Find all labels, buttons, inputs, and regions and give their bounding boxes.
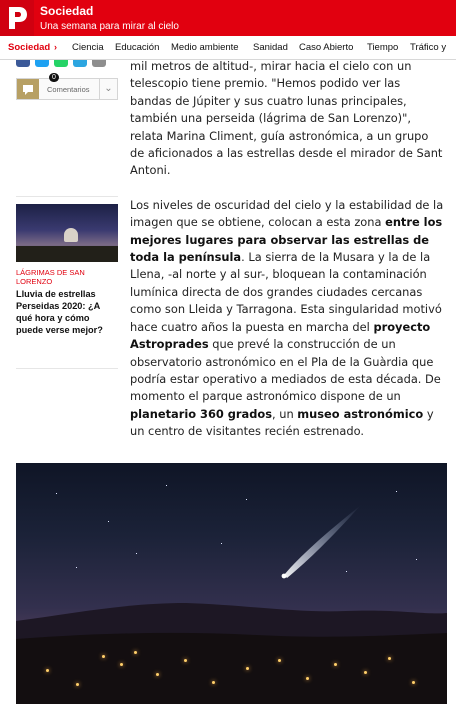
logo-p-shape xyxy=(7,7,27,29)
nav-item-sociedad[interactable]: Sociedad xyxy=(8,42,51,53)
chevron-right-icon[interactable]: › xyxy=(54,42,57,52)
chevron-down-icon[interactable]: ⌄ xyxy=(99,79,117,99)
paragraph-text: , un xyxy=(271,406,298,421)
related-article-image[interactable] xyxy=(16,204,118,262)
nav-item-medio-ambiente[interactable]: Medio ambiente xyxy=(171,42,239,53)
related-article-kicker[interactable]: LÁGRIMAS DE SAN LORENZO xyxy=(16,268,85,286)
nav-item-ciencia[interactable]: Ciencia xyxy=(72,42,104,53)
observatory-dome xyxy=(64,228,78,242)
link-astroprades[interactable]: proyecto Astroprades xyxy=(130,319,431,352)
section-nav xyxy=(0,36,456,60)
paragraph-text: que prevé la construcción de un observatorio astronómico en el Pla de la Guàrdia que podría estar operativo a mediados de esta década. De momento el parque astronómico dispone de un xyxy=(130,337,441,404)
email-icon[interactable] xyxy=(92,60,106,67)
paragraph-text: . La sierra de la Musara y la de la Llena, -al norte y al sur-, bloquean la contaminación lumínica directa de dos grandes ciudades cercanas como son Lleida y Tarragona. Esta singularidad motivó hace cuatro años la puesta en marcha del xyxy=(130,250,442,334)
star xyxy=(166,485,167,486)
star xyxy=(56,493,57,494)
star xyxy=(396,491,397,492)
logo-icon[interactable] xyxy=(0,0,34,36)
comments-label: Comentarios xyxy=(47,85,90,94)
nav-item-tiempo[interactable]: Tiempo xyxy=(367,42,399,53)
site-header xyxy=(0,0,456,36)
town-light xyxy=(120,663,123,666)
rail-divider xyxy=(16,368,118,369)
star xyxy=(221,543,222,544)
image-ground xyxy=(16,246,118,262)
whatsapp-icon[interactable] xyxy=(54,60,68,67)
comment-icon xyxy=(17,79,39,99)
telegram-icon[interactable] xyxy=(73,60,87,67)
town-light xyxy=(412,681,415,684)
town-light xyxy=(102,655,105,658)
nav-item-trafico[interactable]: Tráfico y xyxy=(410,42,447,53)
town-light xyxy=(156,673,159,676)
article-paragraph: mil metros de altitud-, mirar hacia el cielo con un telescopio tiene premio. "Hemos podido ver las bandas de Júpiter y sus cuatro lunas principales, también una perseida (lágrima de San Lorenzo)", relata Marina Climent, guía astronómica, a un grupo de aficionados a las estrellas desde el mirador de Sant Antoni. xyxy=(130,59,443,178)
star xyxy=(346,571,347,572)
star xyxy=(246,499,247,500)
town-light xyxy=(134,651,137,654)
comments-count: 0 xyxy=(49,73,59,82)
star xyxy=(108,521,109,522)
nav-item-educacion[interactable]: Educación xyxy=(115,42,160,53)
related-article-title[interactable]: Lluvia de estrellas Perseidas 2020: ¿A qué hora y cómo puede verse mejor? xyxy=(16,289,103,335)
nav-item-caso-abierto[interactable]: Caso Abierto xyxy=(299,42,354,53)
town-light xyxy=(76,683,79,686)
comment-icon-glyph xyxy=(17,79,39,99)
star xyxy=(416,559,417,560)
highlight-text: entre los mejores lugares para observar las estrellas de toda la península xyxy=(130,215,443,265)
star xyxy=(136,553,137,554)
town-light xyxy=(334,663,337,666)
article-body xyxy=(130,58,444,458)
section-title[interactable]: Sociedad xyxy=(40,4,94,18)
paragraph-text: y un centro de visitantes recién estrenado. xyxy=(130,406,434,439)
town-light xyxy=(278,659,281,662)
facebook-icon[interactable] xyxy=(16,60,30,67)
nav-item-sanidad[interactable]: Sanidad xyxy=(253,42,288,53)
town-light xyxy=(46,669,49,672)
star xyxy=(76,567,77,568)
town-light xyxy=(364,671,367,674)
related-article-card[interactable] xyxy=(16,204,118,336)
town-light xyxy=(184,659,187,662)
article-photo[interactable] xyxy=(16,463,447,704)
photo-scene xyxy=(16,463,447,704)
rail-divider xyxy=(16,196,118,197)
highlight-text: planetario 360 grados xyxy=(130,406,272,421)
town-light xyxy=(306,677,309,680)
page-subtitle: Una semana para mirar al cielo xyxy=(40,21,179,32)
comments-button[interactable] xyxy=(16,74,118,100)
town-light xyxy=(212,681,215,684)
town-light xyxy=(246,667,249,670)
town-light xyxy=(388,657,391,660)
article-paragraph xyxy=(130,197,444,441)
highlight-text: museo astronómico xyxy=(297,406,424,421)
twitter-icon[interactable] xyxy=(35,60,49,67)
paragraph-text: Los niveles de oscuridad del cielo y la estabilidad de la imagen que se obtiene, colocan a esta zona xyxy=(130,197,444,230)
